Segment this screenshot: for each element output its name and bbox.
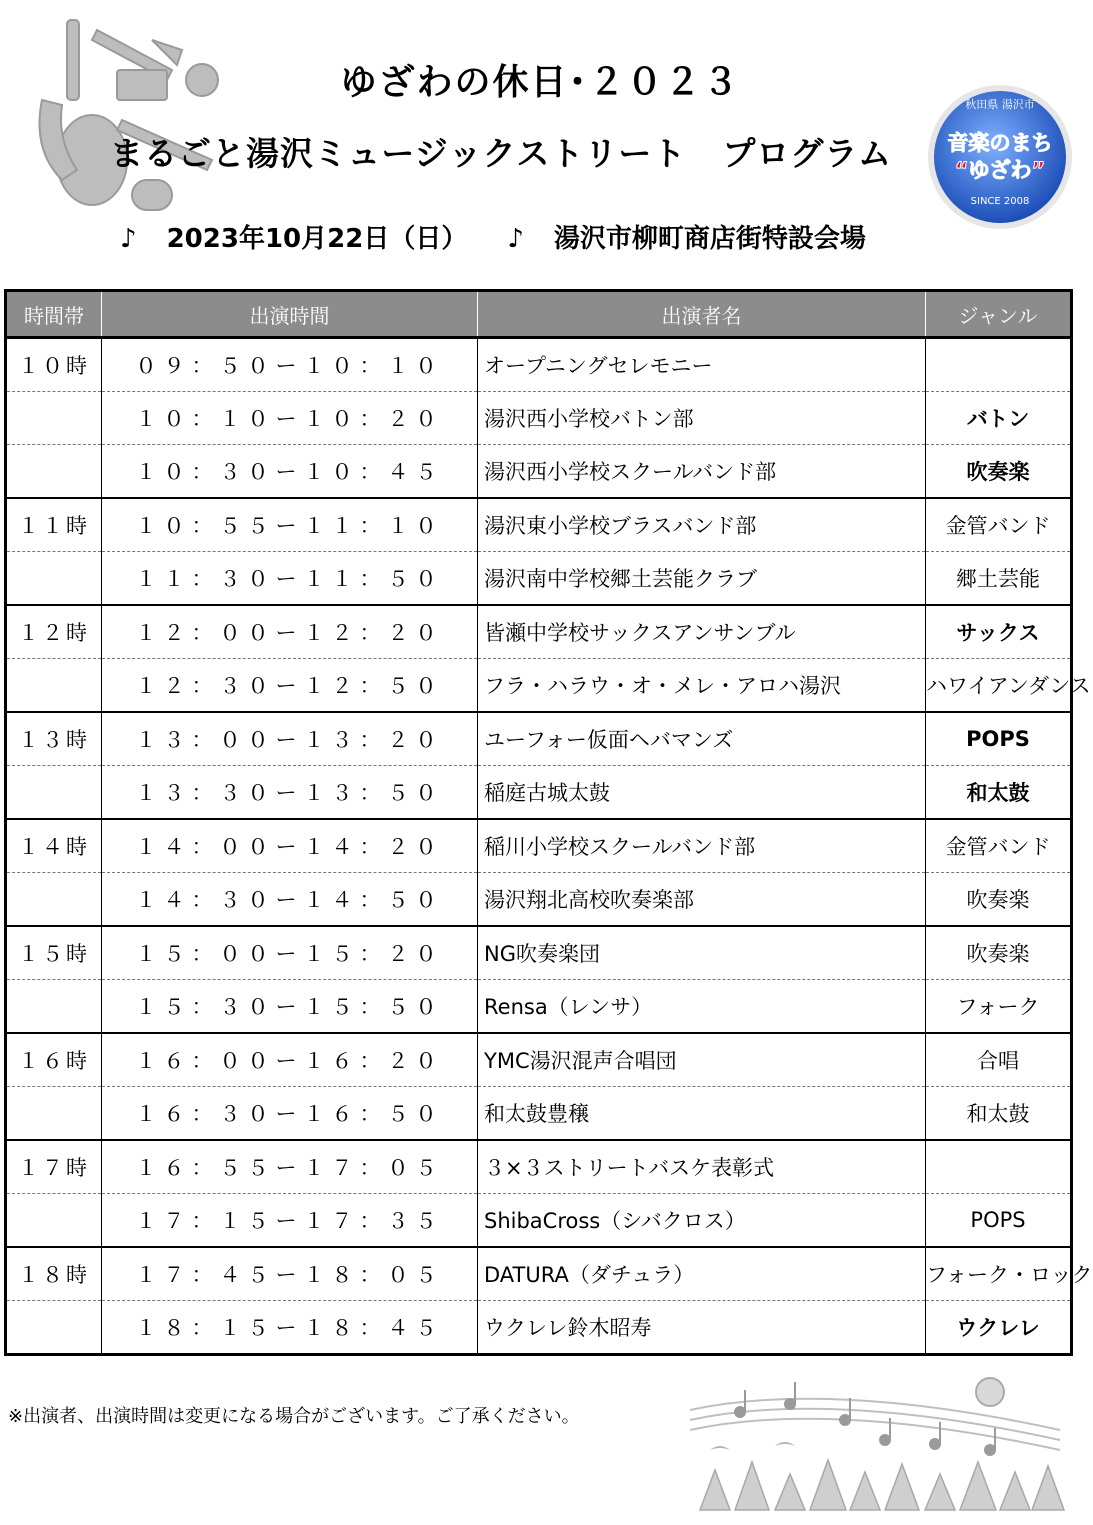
table-row	[6, 1247, 1072, 1301]
hour-cell	[6, 552, 102, 606]
header-genre: ジャンル	[926, 291, 1072, 338]
time-cell: １０：５５ー１１：１０	[102, 498, 478, 552]
table-row	[6, 392, 1072, 445]
genre-cell: 和太鼓	[926, 1087, 1072, 1141]
subtitle-main: まるごと湯沢ミュージックストリート	[110, 134, 687, 173]
time-cell: １２：００ー１２：２０	[102, 605, 478, 659]
table-row	[6, 1301, 1072, 1355]
event-date: 2023年10月22日（日）	[166, 224, 468, 254]
time-cell: １４：００ー１４：２０	[102, 819, 478, 873]
time-cell: １０：１０ー１０：２０	[102, 392, 478, 445]
time-cell: ０９：５０ー１０：１０	[102, 338, 478, 392]
music-note-icon: ♪	[507, 224, 524, 254]
table-row	[6, 819, 1072, 873]
music-notes-sun-trees-illustration	[680, 1370, 1070, 1520]
hour-cell	[6, 873, 102, 927]
performer-cell: 湯沢翔北高校吹奏楽部	[478, 873, 926, 927]
genre-cell	[926, 338, 1072, 392]
hour-cell: １８時	[6, 1247, 102, 1301]
time-cell: １６：３０ー１６：５０	[102, 1087, 478, 1141]
disclaimer-note: ※出演者、出演時間は変更になる場合がございます。ご了承ください。	[8, 1406, 580, 1427]
table-row	[6, 445, 1072, 499]
badge-main-text: 音楽のまち	[947, 131, 1053, 155]
badge-top-text: 秋田県 湯沢市	[965, 98, 1035, 111]
genre-cell: 吹奏楽	[926, 445, 1072, 499]
time-cell: １７：１５ー１７：３５	[102, 1194, 478, 1248]
table-header-row	[6, 291, 1072, 338]
genre-cell: フォーク・ロック	[926, 1247, 1072, 1301]
hour-cell	[6, 766, 102, 820]
performer-cell: Rensa（レンサ）	[478, 980, 926, 1034]
drum-icon	[132, 180, 172, 210]
program-table-body	[6, 338, 1093, 1355]
hour-cell	[6, 659, 102, 713]
hour-cell	[6, 445, 102, 499]
time-cell: １４：３０ー１４：５０	[102, 873, 478, 927]
genre-cell: 郷土芸能	[926, 552, 1072, 606]
genre-cell: バトン	[926, 392, 1072, 445]
table-row	[6, 498, 1072, 552]
genre-cell: POPS	[926, 712, 1072, 766]
genre-cell: POPS	[926, 1194, 1072, 1248]
musical-instruments-illustration	[22, 10, 232, 220]
hour-cell: １６時	[6, 1033, 102, 1087]
table-row	[6, 605, 1072, 659]
performer-cell: DATURA（ダチュラ）	[478, 1247, 926, 1301]
hour-cell: １５時	[6, 926, 102, 980]
performer-cell: NG吹奏楽団	[478, 926, 926, 980]
header-time-slot: 時間帯	[6, 291, 102, 338]
table-row	[6, 873, 1072, 927]
performer-cell: オープニングセレモニー	[478, 338, 926, 392]
table-row	[6, 926, 1072, 980]
genre-cell: 金管バンド	[926, 498, 1072, 552]
badge-bottom-text: SINCE 2008	[970, 196, 1030, 207]
performer-cell: 湯沢西小学校バトン部	[478, 392, 926, 445]
performer-cell: 和太鼓豊穣	[478, 1087, 926, 1141]
hour-cell	[6, 1301, 102, 1355]
table-row	[6, 1140, 1072, 1194]
event-info	[120, 218, 866, 255]
performer-cell: 皆瀬中学校サックスアンサンブル	[478, 605, 926, 659]
page-subtitle	[110, 128, 892, 175]
subtitle-program: プログラム	[722, 134, 893, 173]
time-cell: １５：３０ー１５：５０	[102, 980, 478, 1034]
hour-cell: １３時	[6, 712, 102, 766]
event-venue: 湯沢市柳町商店街特設会場	[553, 224, 866, 254]
performer-cell: YMC湯沢混声合唱団	[478, 1033, 926, 1087]
genre-cell	[926, 1140, 1072, 1194]
time-cell: １２：３０ー１２：５０	[102, 659, 478, 713]
genre-cell: サックス	[926, 605, 1072, 659]
music-note-icon: ♪	[120, 224, 137, 254]
time-cell: １５：００ー１５：２０	[102, 926, 478, 980]
hour-cell	[6, 980, 102, 1034]
table-row	[6, 1194, 1072, 1248]
performer-cell: 湯沢南中学校郷土芸能クラブ	[478, 552, 926, 606]
table-row	[6, 659, 1072, 713]
sun-icon	[976, 1378, 1004, 1406]
header-performance-time: 出演時間	[102, 291, 478, 338]
page-title: ゆざわの休日･２０２３	[340, 62, 741, 103]
genre-cell: ハワイアンダンス	[926, 659, 1072, 713]
program-table	[4, 289, 1093, 1356]
performer-cell: フラ・ハラウ・オ・メレ・アロハ湯沢	[478, 659, 926, 713]
time-cell: １３：００ー１３：２０	[102, 712, 478, 766]
time-cell: １１：３０ー１１：５０	[102, 552, 478, 606]
hour-cell	[6, 1087, 102, 1141]
table-row	[6, 338, 1072, 392]
performer-cell: ユーフォー仮面ヘバマンズ	[478, 712, 926, 766]
genre-cell: ウクレレ	[926, 1301, 1072, 1355]
table-row	[6, 980, 1072, 1034]
hour-cell	[6, 1194, 102, 1248]
genre-cell: 吹奏楽	[926, 926, 1072, 980]
genre-cell: 和太鼓	[926, 766, 1072, 820]
performer-cell: 湯沢東小学校ブラスバンド部	[478, 498, 926, 552]
table-row	[6, 552, 1072, 606]
header-performer-name: 出演者名	[478, 291, 926, 338]
genre-cell: 金管バンド	[926, 819, 1072, 873]
time-cell: １８：１５ー１８：４５	[102, 1301, 478, 1355]
time-cell: １６：００ー１６：２０	[102, 1033, 478, 1087]
time-cell: １３：３０ー１３：５０	[102, 766, 478, 820]
table-row	[6, 766, 1072, 820]
performer-cell: 稲川小学校スクールバンド部	[478, 819, 926, 873]
performer-cell: 湯沢西小学校スクールバンド部	[478, 445, 926, 499]
hour-cell: １１時	[6, 498, 102, 552]
badge-sub-text: “ゆざわ”	[954, 158, 1046, 182]
hour-cell	[6, 392, 102, 445]
genre-cell: フォーク	[926, 980, 1072, 1034]
performer-cell: 稲庭古城太鼓	[478, 766, 926, 820]
music-town-badge-logo	[925, 82, 1075, 232]
time-cell: １６：５５ー１７：０５	[102, 1140, 478, 1194]
performer-cell: ３×３ストリートバスケ表彰式	[478, 1140, 926, 1194]
table-row	[6, 1033, 1072, 1087]
time-cell: １７：４５ー１８：０５	[102, 1247, 478, 1301]
time-cell: １０：３０ー１０：４５	[102, 445, 478, 499]
performer-cell: ウクレレ鈴木昭寿	[478, 1301, 926, 1355]
table-row	[6, 1087, 1072, 1141]
table-row	[6, 712, 1072, 766]
hour-cell: １０時	[6, 338, 102, 392]
genre-cell: 吹奏楽	[926, 873, 1072, 927]
performer-cell: ShibaCross（シバクロス）	[478, 1194, 926, 1248]
hour-cell: １７時	[6, 1140, 102, 1194]
genre-cell: 合唱	[926, 1033, 1072, 1087]
hour-cell: １４時	[6, 819, 102, 873]
hour-cell: １２時	[6, 605, 102, 659]
